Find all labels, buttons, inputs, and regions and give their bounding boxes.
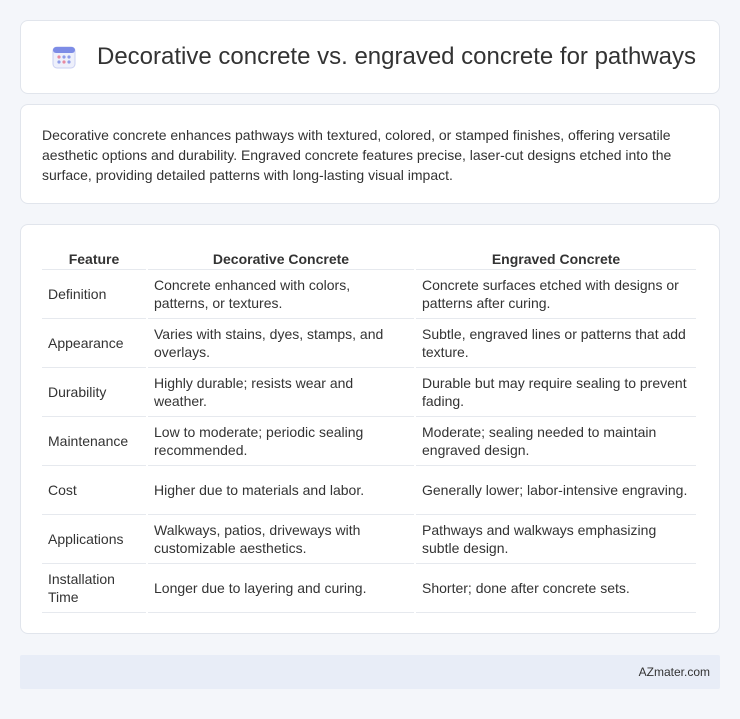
engraved-cell: Subtle, engraved lines or patterns that add texture. bbox=[416, 319, 696, 368]
table-row bbox=[42, 270, 696, 319]
decorative-cell: Low to moderate; periodic sealing recommended. bbox=[148, 417, 414, 466]
feature-cell: Durability bbox=[42, 368, 146, 417]
table-row bbox=[42, 515, 696, 564]
engraved-cell: Generally lower; labor-intensive engraving. bbox=[416, 466, 696, 515]
table-row bbox=[42, 368, 696, 417]
engraved-cell: Shorter; done after concrete sets. bbox=[416, 564, 696, 613]
engraved-cell: Pathways and walkways emphasizing subtle design. bbox=[416, 515, 696, 564]
page-title: Decorative concrete vs. engraved concrete for pathways bbox=[97, 43, 696, 70]
decorative-cell: Walkways, patios, driveways with customizable aesthetics. bbox=[148, 515, 414, 564]
engraved-cell: Concrete surfaces etched with designs or patterns after curing. bbox=[416, 270, 696, 319]
decorative-cell: Highly durable; resists wear and weather. bbox=[148, 368, 414, 417]
footer-bar bbox=[20, 655, 720, 689]
intro-text: Decorative concrete enhances pathways with textured, colored, or stamped finishes, offering versatile aesthetic options and durability. Engraved concrete features precise, laser-cut designs etched into the surface, providing detailed patterns with long-lasting visual impact. bbox=[42, 127, 672, 183]
feature-cell: Cost bbox=[42, 466, 146, 515]
footer-brand: AZmater.com bbox=[638, 665, 710, 679]
calendar-grid-icon bbox=[51, 44, 77, 70]
table-row bbox=[42, 319, 696, 368]
table-row bbox=[42, 564, 696, 613]
engraved-cell: Durable but may require sealing to prevent fading. bbox=[416, 368, 696, 417]
table-header-row bbox=[42, 245, 696, 270]
table-row bbox=[42, 466, 696, 515]
decorative-cell: Higher due to materials and labor. bbox=[148, 466, 414, 515]
comparison-table-card bbox=[20, 224, 720, 634]
intro-card bbox=[20, 104, 720, 204]
header-feature: Feature bbox=[42, 245, 146, 270]
feature-cell: Appearance bbox=[42, 319, 146, 368]
header-engraved-concrete: Engraved Concrete bbox=[416, 245, 696, 270]
table-row bbox=[42, 417, 696, 466]
header-card bbox=[20, 20, 720, 94]
header-decorative-concrete: Decorative Concrete bbox=[148, 245, 414, 270]
engraved-cell: Moderate; sealing needed to maintain engraved design. bbox=[416, 417, 696, 466]
decorative-cell: Longer due to layering and curing. bbox=[148, 564, 414, 613]
comparison-table bbox=[40, 245, 698, 613]
feature-cell: Applications bbox=[42, 515, 146, 564]
decorative-cell: Varies with stains, dyes, stamps, and overlays. bbox=[148, 319, 414, 368]
feature-cell: Installation Time bbox=[42, 564, 146, 613]
feature-cell: Maintenance bbox=[42, 417, 146, 466]
feature-cell: Definition bbox=[42, 270, 146, 319]
decorative-cell: Concrete enhanced with colors, patterns, or textures. bbox=[148, 270, 414, 319]
